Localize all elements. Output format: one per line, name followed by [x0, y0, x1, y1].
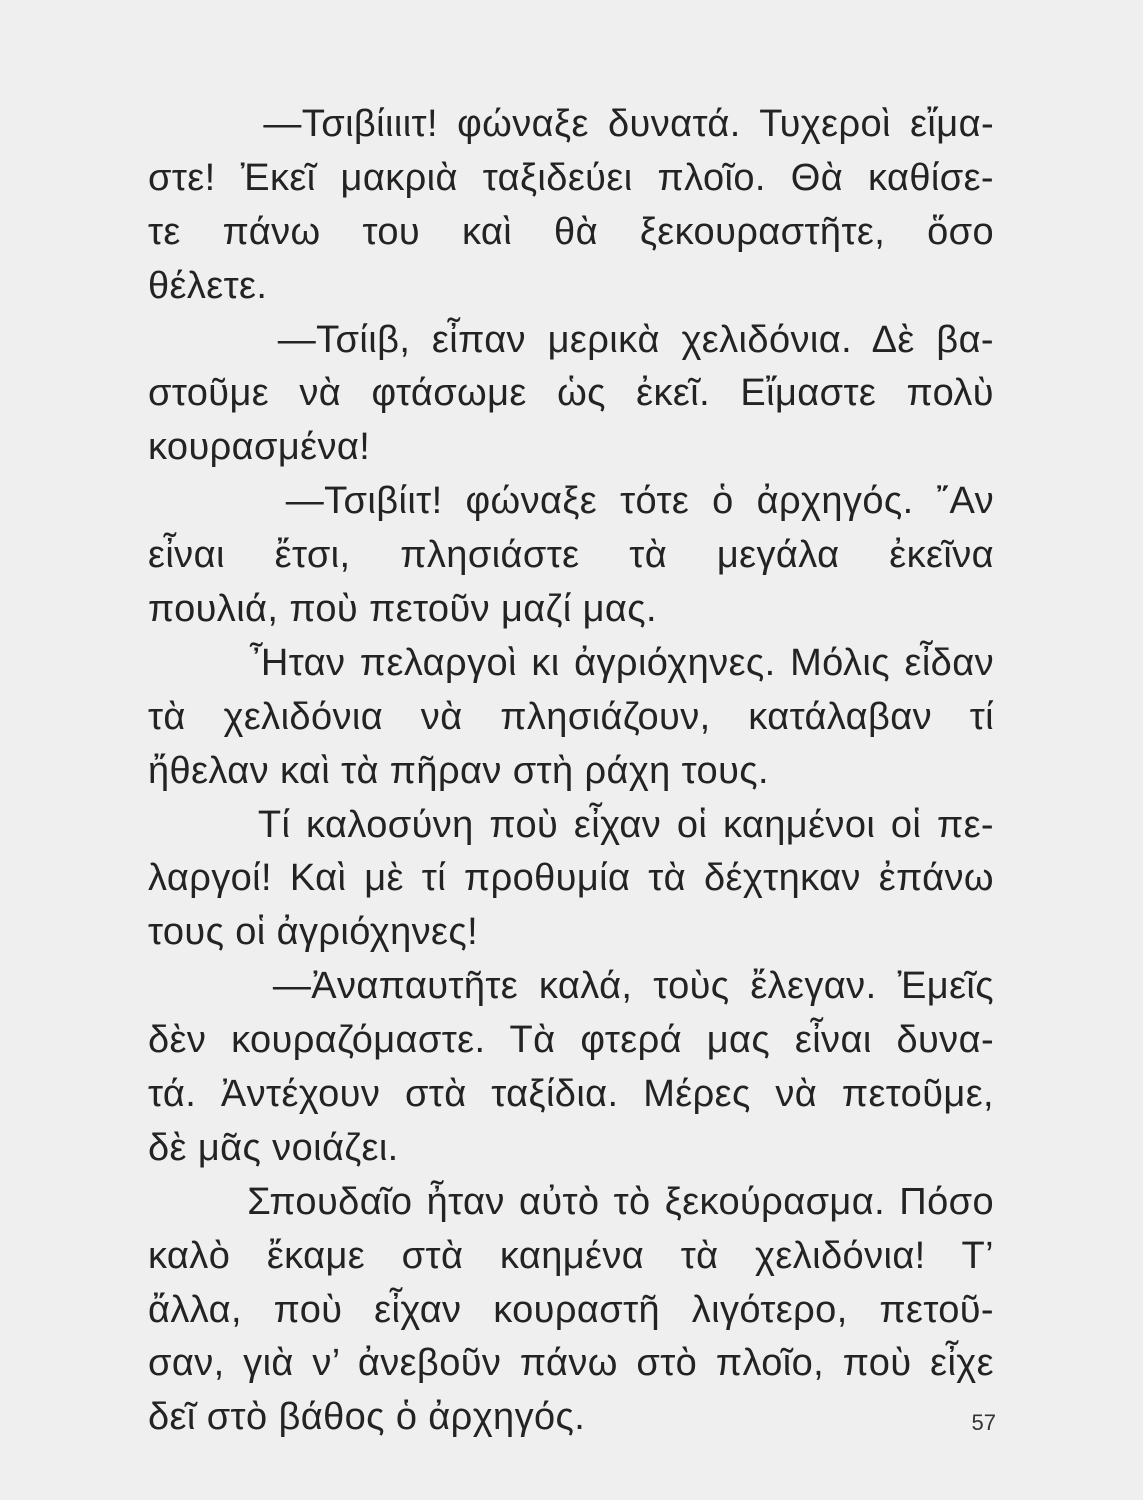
text-line: —Τσίιβ, εἶπαν μερικὰ χελιδόνια. Δὲ βα-: [148, 318, 994, 361]
text-line: δὲ μᾶς νοιάζει.: [148, 1126, 399, 1169]
text-line: στε! Ἐκεῖ μακριὰ ταξιδεύει πλοῖο. Θὰ καθίσε-: [148, 156, 994, 199]
text-line: δεῖ στὸ βάθος ὁ ἀρχηγός.: [148, 1396, 586, 1439]
text-line: πουλιά, ποὺ πετοῦν μαζί μας.: [148, 588, 657, 631]
text-line: —Ἀναπαυτῆτε καλά, τοὺς ἔλεγαν. Ἐμεῖς: [148, 965, 994, 1008]
page-number: 57: [971, 1410, 996, 1435]
text-line: θέλετε.: [148, 264, 268, 307]
text-line: τε πάνω του καὶ θὰ ξεκουραστῆτε, ὅσο: [148, 210, 994, 253]
text-line: τὰ χελιδόνια νὰ πλησιάζουν, κατάλαβαν τί: [148, 695, 994, 738]
text-line: κουρασμένα!: [148, 426, 371, 469]
text-line: —Τσιβίιιιτ! φώναξε δυνατά. Τυχεροὶ εἴμα-: [148, 103, 994, 145]
text-line: —Τσιβίιτ! φώναξε τότε ὁ ἀρχηγός. ῎Αν: [148, 480, 994, 523]
text-line: στοῦμε νὰ φτάσωμε ὡς ἐκεῖ. Εἴμαστε πολὺ: [148, 372, 994, 415]
text-line: Ἦταν πελαργοὶ κι ἀγριόχηνες. Μόλις εἶδαν: [148, 641, 994, 684]
text-line: Σπουδαῖο ἦταν αὐτὸ τὸ ξεκούρασμα. Πόσο: [148, 1180, 994, 1223]
text-line: σαν, γιὰ ν’ ἀνεβοῦν πάνω στὸ πλοῖο, ποὺ εἶχε: [148, 1342, 994, 1385]
text-line: εἶναι ἔτσι, πλησιάστε τὰ μεγάλα ἐκεῖνα: [148, 534, 994, 577]
text-line: τους οἱ ἀγριόχηνες!: [148, 911, 479, 954]
text-line: ἤθελαν καὶ τὰ πῆραν στὴ ράχη τους.: [148, 749, 769, 792]
text-line: δὲν κουραζόμαστε. Τὰ φτερά μας εἶναι δυνα-: [148, 1019, 994, 1062]
text-line: ἄλλα, ποὺ εἶχαν κουραστῆ λιγότερο, πετοῦ-: [148, 1288, 994, 1331]
text-line: καλὸ ἔκαμε στὰ καημένα τὰ χελιδόνια! Τ’: [148, 1234, 994, 1277]
page-text: [148, 98, 994, 1445]
text-line: Τί καλοσύνη ποὺ εἶχαν οἱ καημένοι οἱ πε-: [148, 803, 994, 846]
text-line: τά. Ἀντέχουν στὰ ταξίδια. Μέρες νὰ πετοῦμε,: [148, 1073, 994, 1116]
text-line: λαργοί! Καὶ μὲ τί προθυμία τὰ δέχτηκαν ἐπάνω: [148, 857, 994, 900]
